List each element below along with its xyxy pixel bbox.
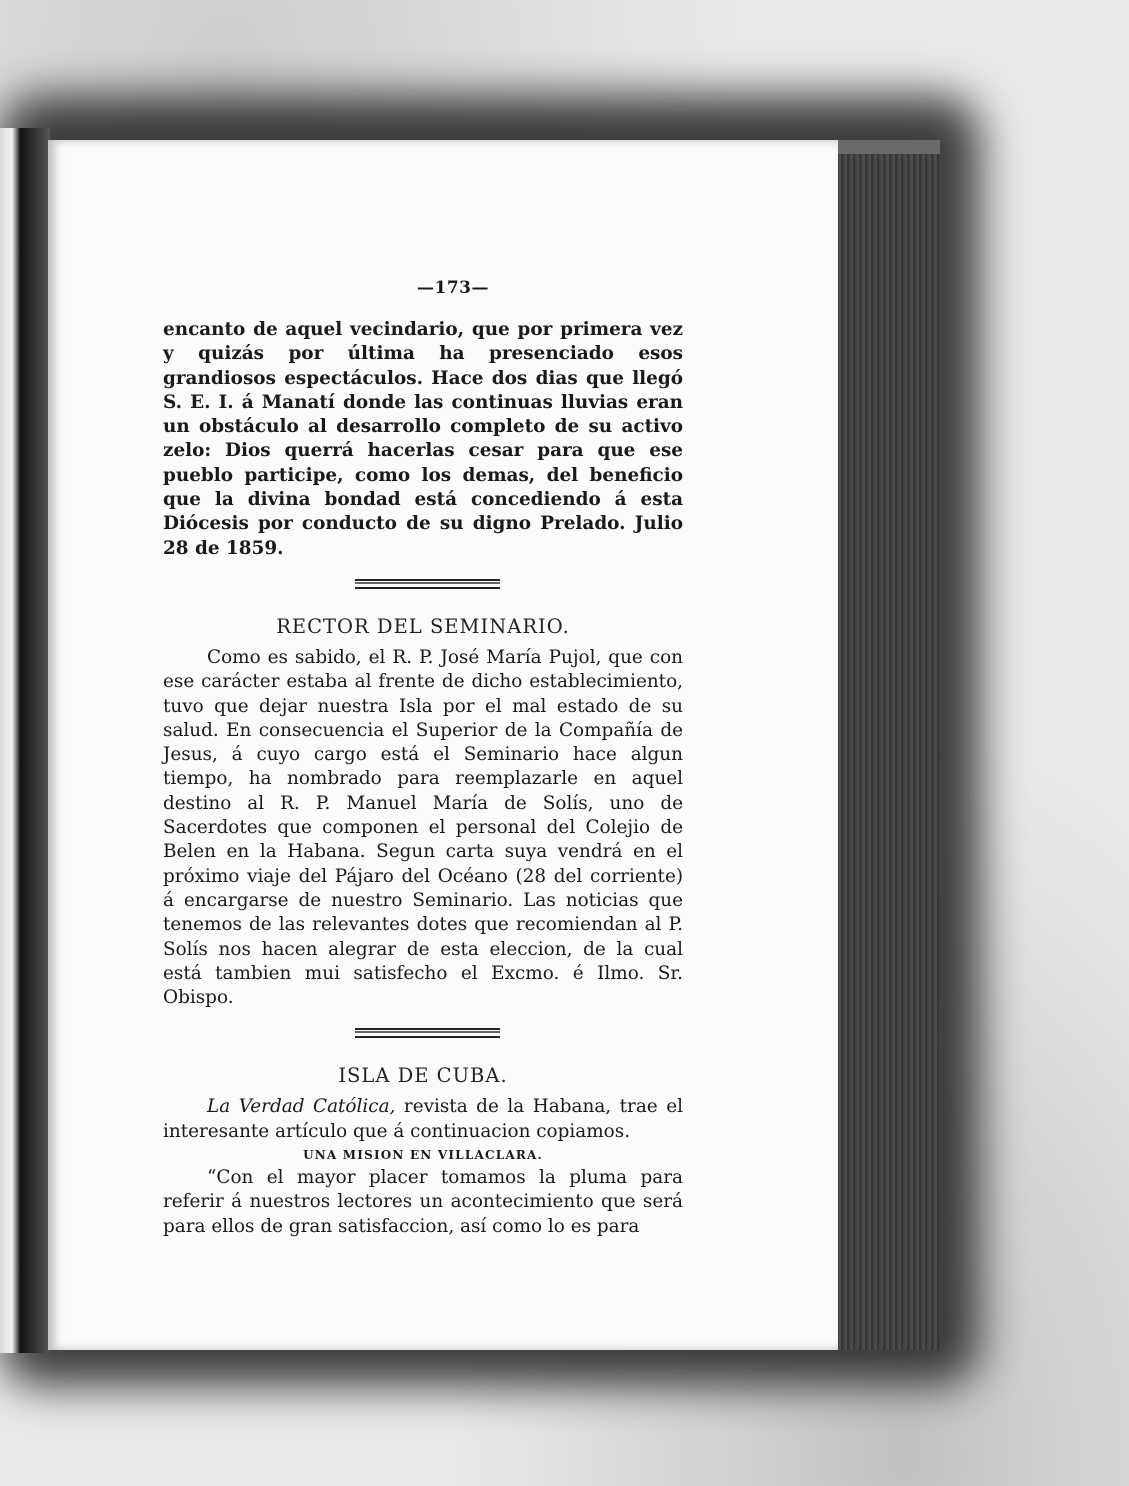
rector-paragraph: Como es sabido, el R. P. José María Pujol, que con ese carácter estaba al frente de dicho establecimiento, tuvo que dejar nuestra Isla por el mal estado de su salud. En consecuencia el Superior de la Compañía de Jesus, á cuyo cargo está el Seminario hace algun tiempo, ha nombrado para reemplazarle en aquel destino al R. P. Manuel María de Solís, uno de Sacerdotes que componen el personal del Colejio de Belen en la Habana. Segun carta suya vendrá en el próximo viaje del Pájaro del Océano (28 del corriente) á encargarse de nuestro Seminario. Las noticias que tenemos de las relevantes dotes que recomiendan al P. Solís nos hacen alegrar de esta eleccion, de la cual está tambien mui satisfecho el Excmo. é Ilmo. Sr. Obispo. [163,646,683,1009]
cuba-heading: ISLA DE CUBA. [338,1064,508,1088]
text-column [163,278,683,1239]
intro-paragraph: encanto de aquel vecindario, que por primera vez y quizás por última ha presenciado esos grandiosos espectáculos. Hace dos dias que llegó S. E. I. á Manatí donde las continuas lluvias eran un obstáculo al desarrollo completo de su activo zelo: Dios querrá hacerlas cesar para que ese pueblo participe, como los demas, del beneficio que la divina bondad está concediendo á esta Diócesis por conducto de su digno Prelado. Julio 28 de 1859. [163,319,683,559]
section-divider [355,1028,500,1038]
book-gutter [20,128,50,1353]
source-title: La Verdad Católica, [207,1096,396,1118]
quote-paragraph: “Con el mayor placer tomamos la pluma para referir á nuestros lectores un acontecimiento que será para ellos de gran satisfaccion, así como lo es para [163,1167,683,1237]
section-divider [355,579,500,589]
rector-heading: RECTOR DEL SEMINARIO. [276,614,570,638]
mission-subheading: UNA MISION EN VILLACLARA. [303,1148,543,1163]
source-rest: revista de la Habana, trae el interesante artículo que á continuacion copiamos. [163,1096,683,1142]
facing-page-edge [0,128,20,1353]
page-number: —173— [417,278,489,298]
page-fore-edge-top [838,140,940,154]
page-fore-edge [838,140,940,1350]
cuba-intro-paragraph [163,1095,683,1144]
